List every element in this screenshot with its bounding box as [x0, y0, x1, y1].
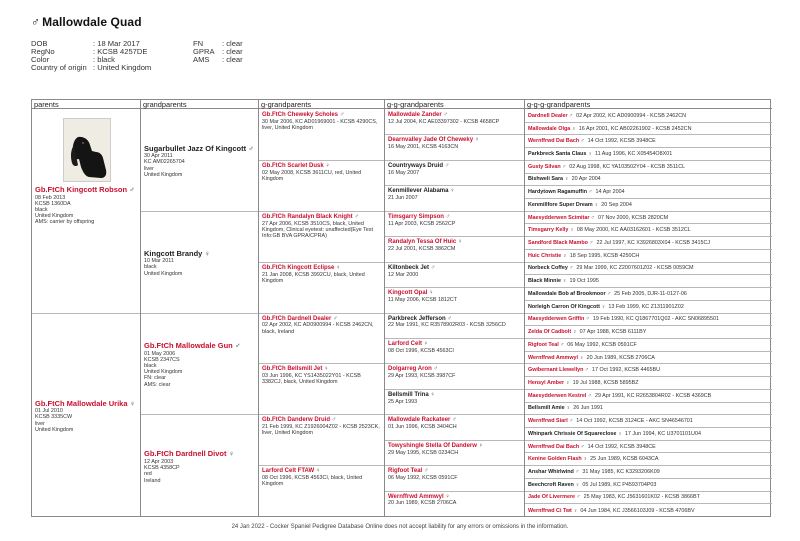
- male-symbol-icon: ♂: [576, 494, 581, 501]
- dog-detail-line: 25 Apr 1993: [388, 398, 418, 405]
- male-symbol-icon: ♂: [587, 392, 592, 399]
- g-grandparent-cell: [259, 110, 384, 161]
- dog-details: 14 Oct 1992, KCSB 3948CE: [587, 443, 656, 450]
- gg-grandparent-cell: [385, 161, 524, 186]
- ggg-grandparent-cell: [525, 441, 772, 454]
- dog-name-link[interactable]: Wernffrwd Dai Bach ♂: [528, 443, 585, 450]
- dog-details: 19 Feb 1990, KC Q1867701Q02 - AKC SN06895501: [592, 316, 720, 323]
- dog-details: 25 Jun 1989, KCSB 6043CA: [590, 456, 659, 463]
- ggg-grandparent-cell: [525, 263, 772, 276]
- dog-name-link[interactable]: Timsgarry Simpson ♂: [388, 213, 451, 220]
- dog-name-link[interactable]: Wernffrwd Siarl ♂: [528, 418, 574, 425]
- gg-grandparent-cell: [385, 364, 524, 389]
- dog-detail-line: 29 Apr 1993, KCSB 3987CF: [388, 373, 456, 380]
- ggg-grandparent-cell: [525, 479, 772, 492]
- grandparents-column: [141, 100, 259, 516]
- g-grandparent-cell: [259, 466, 384, 517]
- male-symbol-icon: ♂: [331, 417, 337, 424]
- dog-name-link[interactable]: Gb.FtCh Dardnell Dealer ♂: [262, 315, 338, 322]
- male-symbol-icon: ♂: [444, 162, 450, 169]
- dog-detail-line: 11 Apr 2003, KCSB 2562CP: [388, 220, 456, 227]
- dog-name-link[interactable]: Black Minnie ♀: [528, 278, 567, 285]
- dog-details: 20 Sep 2004: [601, 201, 632, 208]
- dog-detail-line: KC AM02265704: [144, 159, 185, 166]
- female-symbol-icon: ♀: [583, 456, 588, 463]
- dog-name-link[interactable]: Randalyn Tessa Of Huic ♀: [388, 239, 463, 246]
- dog-name-link[interactable]: Wernffrwd Dai Bach ♂: [528, 138, 585, 145]
- ggg-grandparent-cell: [525, 288, 772, 301]
- grandparent-cell: [141, 212, 258, 314]
- dog-detail-line: United Kingdom: [144, 270, 183, 277]
- dog-name-link[interactable]: Mallowdale Rackateer ♂: [388, 417, 457, 424]
- male-symbol-icon: ♂: [562, 163, 567, 170]
- dog-detail-line: 20 Jun 1989, KCSB 2706CA: [388, 500, 457, 507]
- dog-detail-line: black: [35, 207, 48, 214]
- dog-detail-line: 30 Mar 2006, KC AD01969001 - KCSB 4290CS, liver, United Kingdom: [262, 118, 378, 132]
- info-label: GPRA: [193, 47, 215, 56]
- female-symbol-icon: ♀: [579, 354, 584, 361]
- info-value: : United Kingdom: [93, 63, 152, 72]
- female-symbol-icon: ♀: [336, 264, 341, 271]
- dog-detail-line: 16 May 2007: [388, 169, 420, 176]
- dog-name-link[interactable]: Gb.FtCh Cheweky Scholes ♂: [262, 112, 345, 118]
- gg-grandparent-cell: [385, 466, 524, 491]
- dog-name-link[interactable]: Mallowdale Zander ♂: [388, 112, 448, 118]
- gg-grandparent-cell: [385, 110, 524, 135]
- disclaimer-footer: 24 Jan 2022 - Cocker Spaniel Pedigree Database Online does not accept liability for any errors or omissions in the information.: [231, 524, 569, 530]
- ggg-grandparent-cell: [525, 224, 772, 237]
- dog-name-link[interactable]: Countryways Druid ♂: [388, 162, 450, 169]
- dog-details: 16 Apr 2001, KC AB02261902 - KCSB 2452CN: [578, 125, 692, 132]
- male-symbol-icon: ♂: [589, 240, 594, 247]
- g-grandparent-cell: [259, 161, 384, 212]
- dog-name-link[interactable]: Rigfoot Teal ♂: [528, 341, 565, 348]
- dog-name-link[interactable]: Maesydderwen Kestrel ♂: [528, 392, 592, 399]
- dog-details: 02 Aug 1998, KC YA103502Y04 - KCSB 3511CL: [569, 163, 686, 170]
- g-grandparent-cell: [259, 415, 384, 466]
- dog-name-link[interactable]: Wernffrwd Ammwyl ♀: [388, 493, 450, 500]
- ggg-grandparent-cell: [525, 174, 772, 187]
- ggg-grandparent-cell: [525, 339, 772, 352]
- gg-grandparent-cell: [385, 212, 524, 237]
- female-symbol-icon: ♀: [204, 248, 211, 258]
- dog-detail-line: 11 May 2006, KCSB 1812CT: [388, 296, 458, 303]
- dog-name-link[interactable]: Wernffrwd Ammwyl ♀: [528, 354, 584, 361]
- dog-name: Mallowdale Quad: [42, 15, 142, 29]
- ggg-grandparent-cell: [525, 123, 772, 136]
- gg-grandparent-cell: [385, 288, 524, 313]
- ggg-grandparent-cell: [525, 314, 772, 327]
- dog-details: 02 Apr 2002, KC AD0900994 - KCSB 2462CN: [576, 112, 687, 119]
- ggg-grandparent-cell: [525, 352, 772, 365]
- dog-photo: [63, 118, 111, 182]
- ggg-grandparent-cell: [525, 504, 772, 517]
- dog-detail-line: Ireland: [144, 477, 161, 484]
- dog-details: 29 Apr 1991, KC R2653804R02 - KCSB 4369CB: [594, 392, 712, 399]
- dog-name-link[interactable]: Gb.FtCh Mallowdale Gun ♂: [144, 340, 241, 350]
- dog-name-link[interactable]: Beechcroft Raven ♀: [528, 481, 580, 488]
- dog-detail-line: liver: [144, 165, 154, 172]
- male-symbol-icon: ♂: [560, 341, 565, 348]
- female-symbol-icon: ♀: [228, 449, 235, 459]
- male-symbol-icon: ♂: [234, 340, 241, 350]
- dog-details: 08 May 2000, KC AA03162601 - KCSB 3512CL: [576, 227, 691, 234]
- dog-name-link[interactable]: Sugarbullet Jazz Of Kingcott ♂: [144, 143, 254, 153]
- male-symbol-icon: ♂: [423, 468, 429, 475]
- male-symbol-icon: ♂: [590, 214, 595, 221]
- male-symbol-icon: ♂: [585, 316, 590, 323]
- dog-name-link[interactable]: Kenine Golden Flash ♀: [528, 456, 588, 463]
- male-symbol-icon: ♂: [580, 443, 585, 450]
- male-symbol-icon: ♂: [339, 112, 345, 118]
- dog-name-link[interactable]: Jade Of Livermere ♂: [528, 494, 581, 501]
- dog-details: 19 Jul 1988, KCSB 5895BZ: [572, 379, 639, 386]
- dog-details: 25 Feb 2005, DJR-11-0127-06: [614, 290, 687, 297]
- dog-detail-line: 12 Jul 2004, KC AE03397302 - KCSB 4658CP: [388, 118, 500, 125]
- ggg-grandparent-cell: [525, 135, 772, 148]
- column-header: g-g-g-grandparents: [525, 100, 772, 109]
- ggg-grandparent-cell: [525, 161, 772, 174]
- dog-details: 07 Apr 1988, KCSB 6111BY: [579, 329, 647, 336]
- female-symbol-icon: ♀: [617, 430, 622, 437]
- gg-grandparent-cell: [385, 135, 524, 160]
- g-g-g-grandparents-column: [525, 100, 772, 516]
- dog-detail-line: KCSB 2347CS: [144, 356, 180, 363]
- dog-name-link[interactable]: Larford Celt FTAW ♀: [262, 468, 321, 475]
- ggg-grandparent-cell: [525, 428, 772, 441]
- ggg-grandparent-cell: [525, 199, 772, 212]
- parent-cell: [32, 314, 140, 518]
- ggg-grandparent-cell: [525, 301, 772, 314]
- dog-detail-line: 27 Apr 2006, KCSB 3510CS, black, United Kingdom, Clinical eyetest: unaffected(Eye Test Info:GB BVA GPRA/CPRA): [262, 220, 373, 240]
- dog-name-link[interactable]: Gb.FtCh Bellsmill Jet ♀: [262, 366, 329, 373]
- female-symbol-icon: ♀: [423, 340, 429, 347]
- g-grandparents-column: [259, 100, 385, 516]
- ggg-grandparent-cell: [525, 390, 772, 403]
- male-symbol-icon: ♂: [452, 417, 457, 424]
- male-symbol-icon: ♂: [580, 138, 585, 145]
- female-symbol-icon: ♀: [474, 137, 480, 144]
- dog-name-link[interactable]: Norbeck Coffey ♂: [528, 265, 574, 272]
- dog-details: 29 Mar 1999, KC Z2007601Z02 - KCSB 0059CM: [576, 265, 694, 272]
- dog-detail-line: 01 May 2006: [144, 350, 176, 357]
- female-symbol-icon: ♀: [325, 162, 330, 169]
- female-symbol-icon: ♀: [429, 290, 434, 297]
- dog-name-link[interactable]: Gb.FtCh Kingcott Eclipse ♀: [262, 264, 341, 271]
- g-g-grandparents-column: [385, 100, 525, 516]
- ggg-grandparent-cell: [525, 237, 772, 250]
- dog-name-link[interactable]: Parkbreck Jefferson ♂: [388, 315, 452, 322]
- parents-column: [32, 100, 141, 516]
- g-grandparent-cell: [259, 364, 384, 415]
- female-symbol-icon: ♀: [587, 151, 592, 158]
- g-grandparent-cell: [259, 263, 384, 314]
- female-symbol-icon: ♀: [564, 176, 569, 183]
- info-value: : black: [93, 55, 115, 64]
- dog-detail-line: 06 May 1992, KCSB 0591CF: [388, 475, 458, 482]
- ggg-grandparent-cell: [525, 212, 772, 225]
- dog-name-link[interactable]: Dardnell Dealer ♂: [528, 112, 574, 119]
- dog-detail-line: 02 May 2008, KCSB 3611CU, red, United Kingdom: [262, 169, 362, 182]
- dog-details: 20 Jun 1989, KCSB 2706CA: [586, 354, 655, 361]
- dog-detail-line: United Kingdom: [35, 426, 74, 433]
- dog-detail-line: 30 Apr 2011: [144, 153, 173, 160]
- info-label: DOB: [31, 39, 48, 48]
- dog-name-link[interactable]: Dearnvalley Jade Of Cheweky ♀: [388, 137, 480, 144]
- dog-details: 26 Jun 1991: [573, 405, 603, 412]
- female-symbol-icon: ♀: [450, 188, 455, 195]
- dog-details: 20 Apr 2004: [571, 176, 601, 183]
- dog-details: 18 Sep 1995, KCSB 4250CH: [569, 252, 640, 259]
- male-symbol-icon: ♂: [430, 264, 436, 271]
- g-grandparent-cell: [259, 314, 384, 365]
- info-value: : clear: [222, 55, 243, 64]
- column-header: grandparents: [141, 100, 258, 109]
- dog-details: 11 Aug 1996, KC X05454O8X01: [594, 151, 673, 158]
- dog-detail-line: 12 Apr 2003: [144, 459, 174, 466]
- female-symbol-icon: ♀: [324, 366, 329, 373]
- dog-detail-line: liver: [35, 420, 45, 427]
- dog-detail-line: 10 Mar 2011: [144, 258, 174, 265]
- male-symbol-icon: ♂: [129, 185, 135, 194]
- dog-name-link[interactable]: Mallowdale Bob af Brookmoor ♂: [528, 290, 612, 297]
- gg-grandparent-cell: [385, 441, 524, 466]
- dog-detail-line: 21 Feb 1999, KC Z1926004Z02 - KCSB 2523CK, liver, United Kingdom: [262, 424, 380, 437]
- dog-detail-line: KCSB 4358CP: [144, 465, 180, 472]
- dog-name-link[interactable]: Dolgarreg Aron ♂: [388, 366, 438, 373]
- ggg-grandparent-cell: [525, 110, 772, 123]
- ggg-grandparent-cell: [525, 453, 772, 466]
- dog-name-link[interactable]: Kiltonbeck Jet ♂: [388, 264, 436, 271]
- dog-detail-line: 01 Jun 1996, KCSB 3404CH: [388, 424, 457, 431]
- ggg-grandparent-cell: [525, 326, 772, 339]
- ggg-grandparent-cell: [525, 148, 772, 161]
- column-header: g-g-grandparents: [385, 100, 524, 109]
- ggg-grandparent-cell: [525, 403, 772, 416]
- dog-details: 05 Jul 1989, KC P4593704P03: [582, 481, 657, 488]
- info-value: : 18 Mar 2017: [93, 39, 140, 48]
- male-symbol-icon: ♂: [31, 15, 41, 29]
- g-grandparent-cell: [259, 212, 384, 263]
- female-symbol-icon: ♀: [562, 278, 567, 285]
- ggg-grandparent-cell: [525, 364, 772, 377]
- dog-detail-line: 22 Mar 1991, KC R3578902R03 - KCSB 3256CD: [388, 322, 506, 329]
- female-symbol-icon: ♀: [445, 493, 450, 500]
- dog-details: 22 Jul 1997, KC X3926803X04 - KCSB 3415CJ: [596, 240, 711, 247]
- dog-detail-line: FN: clear: [144, 375, 166, 382]
- dog-detail-line: 08 Oct 1996, KCSB 4563CI: [388, 347, 454, 354]
- female-symbol-icon: ♀: [129, 398, 136, 408]
- dog-detail-line: United Kingdom: [144, 369, 183, 376]
- dog-detail-line: AMS: clear: [144, 381, 171, 388]
- info-label: FN: [193, 39, 204, 48]
- male-symbol-icon: ♂: [584, 367, 589, 374]
- female-symbol-icon: ♀: [573, 507, 578, 514]
- dog-name-link[interactable]: Gb.FtCh Scarlet Dusk ♀: [262, 162, 330, 169]
- dog-name-link[interactable]: Towyshingle Stella Of Danderw ♀: [388, 442, 484, 449]
- dog-detail-line: United Kingdom: [144, 171, 183, 178]
- dog-name-link[interactable]: Anshar Whirlwind ♂: [528, 468, 580, 475]
- male-symbol-icon: ♂: [569, 112, 574, 119]
- ggg-grandparent-cell: [525, 377, 772, 390]
- dog-name-link[interactable]: Gwibernant Llewellyn ♂: [528, 367, 589, 374]
- dog-name-link[interactable]: Maesydderwen Griffin ♂: [528, 316, 590, 323]
- dog-details: 14 Oct 1992, KCSB 3124CE - AKC SN46546701: [576, 418, 693, 425]
- dog-name-link[interactable]: Bellsmill Amie ♀: [528, 405, 571, 412]
- female-symbol-icon: ♀: [430, 391, 435, 398]
- dog-detail-line: United Kingdom: [35, 213, 74, 220]
- gg-grandparent-cell: [385, 492, 524, 517]
- grandparent-cell: [141, 110, 258, 212]
- info-label: Color: [31, 55, 50, 64]
- male-symbol-icon: ♂: [333, 315, 338, 322]
- info-value: : clear: [222, 39, 243, 48]
- dog-detail-line: 21 Jun 2007: [388, 195, 418, 202]
- info-value: : KCSB 4257DE: [93, 47, 148, 56]
- male-symbol-icon: ♂: [443, 112, 448, 118]
- dog-details: 04 Jun 1984, KC J3566103J09 - KCSB 4706BV: [580, 507, 695, 514]
- gg-grandparent-cell: [385, 390, 524, 415]
- dog-detail-line: 12 Mar 2000: [388, 271, 419, 278]
- dog-name-link[interactable]: Hensyl Amber ♀: [528, 379, 570, 386]
- dog-detail-line: 03 Jun 1996, KC YS1435022Y01 - KCSB 3382CJ, black, United Kingdom: [262, 373, 361, 386]
- dog-name-link[interactable]: Bishweli Sara ♀: [528, 176, 569, 183]
- page-title: [31, 16, 142, 30]
- male-symbol-icon: ♂: [433, 366, 438, 373]
- ggg-grandparent-cell: [525, 275, 772, 288]
- dog-name-link[interactable]: Whinpark Chrissie Of Squareclose ♀: [528, 430, 622, 437]
- dog-detail-line: 22 Jul 2001, KCSB 3862CM: [388, 246, 456, 253]
- dog-name-link[interactable]: Gb.FtCh Dardnell Divot ♀: [144, 449, 235, 459]
- female-symbol-icon: ♀: [565, 379, 570, 386]
- info-label: AMS: [193, 55, 210, 64]
- grandparent-cell: [141, 415, 258, 517]
- male-symbol-icon: ♂: [588, 189, 593, 196]
- male-symbol-icon: ♂: [354, 213, 359, 220]
- dog-name-link[interactable]: Gb.FtCh Randalyn Black Knight ♂: [262, 213, 359, 220]
- dog-name-link[interactable]: Larford Celt ♀: [388, 340, 429, 347]
- dog-name-link[interactable]: Norleigh Carron Of Kingcott ♀: [528, 303, 606, 310]
- dog-detail-line: 16 May 2001, KCSB 4163CN: [388, 144, 459, 151]
- dog-details: 06 May 1992, KCSB 0591CF: [567, 341, 637, 348]
- dog-name-link[interactable]: Zelda Of Cadbolt ♀: [528, 329, 577, 336]
- male-symbol-icon: ♂: [447, 315, 452, 322]
- male-symbol-icon: ♂: [248, 143, 254, 153]
- gg-grandparent-cell: [385, 339, 524, 364]
- gg-grandparent-cell: [385, 186, 524, 211]
- gg-grandparent-cell: [385, 263, 524, 288]
- dog-name-link[interactable]: Parkbreck Santa Claus ♀: [528, 151, 592, 158]
- info-label: RegNo: [31, 47, 55, 56]
- female-symbol-icon: ♀: [572, 329, 577, 336]
- dog-name-link[interactable]: Mallowdale Olga ♀: [528, 125, 576, 132]
- dog-detail-line: red: [144, 471, 152, 478]
- female-symbol-icon: ♀: [575, 481, 580, 488]
- dog-name-link[interactable]: Kenmillfore Super Dream ♀: [528, 201, 599, 208]
- gg-grandparent-cell: [385, 237, 524, 262]
- dog-details: 31 May 1985, KC K3293206K09: [582, 468, 660, 475]
- dog-details: 17 Oct 1992, KCSB 4465BU: [591, 367, 660, 374]
- dog-name-link[interactable]: Kingcott Opal ♀: [388, 290, 434, 297]
- dog-detail-line: 02 Apr 2002, KC AD0900994 - KCSB 2462CN, black, Ireland: [262, 322, 374, 335]
- male-symbol-icon: ♂: [569, 418, 574, 425]
- dog-name-link[interactable]: Huic Christie ♀: [528, 252, 567, 259]
- male-symbol-icon: ♂: [607, 290, 612, 297]
- female-symbol-icon: ♀: [566, 405, 571, 412]
- dog-details: 07 Nov 2000, KCSB 2820CM: [597, 214, 669, 221]
- male-symbol-icon: ♂: [445, 213, 451, 220]
- female-symbol-icon: ♀: [569, 227, 574, 234]
- female-symbol-icon: ♀: [562, 252, 567, 259]
- ggg-grandparent-cell: [525, 466, 772, 479]
- grandparent-cell: [141, 314, 258, 416]
- ggg-grandparent-cell: [525, 415, 772, 428]
- female-symbol-icon: ♀: [478, 442, 484, 449]
- dog-detail-line: 08 Feb 2013: [35, 194, 66, 201]
- female-symbol-icon: ♀: [315, 468, 321, 475]
- female-symbol-icon: ♀: [601, 303, 606, 310]
- column-header: g-grandparents: [259, 100, 384, 109]
- male-symbol-icon: ♂: [569, 265, 574, 272]
- dog-name-link[interactable]: Gusty Silvan ♂: [528, 163, 567, 170]
- dog-name-link[interactable]: Hardytown Ragamuffin ♂: [528, 189, 593, 196]
- dog-name-link[interactable]: Timsgarry Kelly ♀: [528, 227, 574, 234]
- dog-name-link[interactable]: Bellsmill Trina ♀: [388, 391, 435, 398]
- dog-detail-line: KCSB 1360DA: [35, 200, 71, 207]
- dog-name-link[interactable]: Kingcott Brandy ♀: [144, 248, 211, 258]
- dog-details: 19 Oct 1995: [569, 278, 599, 285]
- dog-name-link[interactable]: Gb.FtCh Danderw Druid ♂: [262, 417, 337, 424]
- ggg-grandparent-cell: [525, 492, 772, 505]
- female-symbol-icon: ♀: [571, 125, 576, 132]
- dog-detail-line: black: [144, 264, 157, 271]
- dog-name-link[interactable]: Wernffrwd Ci Twt ♀: [528, 507, 578, 514]
- dog-name-link[interactable]: Kenmillever Alabama ♀: [388, 188, 455, 195]
- dog-name-link[interactable]: Rigfoot Teal ♂: [388, 468, 429, 475]
- dog-details: 25 May 1983, KC J5631601K02 - KCSB 3866BT: [583, 494, 700, 501]
- dog-detail-line: AMS: carrier by offspring: [35, 219, 95, 226]
- gg-grandparent-cell: [385, 314, 524, 339]
- female-symbol-icon: ♀: [594, 201, 599, 208]
- male-symbol-icon: ♂: [575, 468, 580, 475]
- parent-cell: [32, 110, 140, 314]
- dog-name-link[interactable]: Sandford Black Mambo ♂: [528, 240, 594, 247]
- dog-details: 13 Feb 1999, KC Z1311901Z02: [608, 303, 684, 310]
- dog-name-link[interactable]: Gb.FtCh Kingcott Robson ♂: [35, 185, 135, 194]
- dog-details: 14 Oct 1992, KCSB 3948CE: [587, 138, 656, 145]
- dog-detail-line: 08 Oct 1996, KCSB 4563CI, black, United Kingdom: [262, 475, 363, 488]
- dog-name-link[interactable]: Maesydderwen Scimitar ♂: [528, 214, 595, 221]
- dog-detail-line: 29 May 1995, KCSB 0234CH: [388, 449, 459, 456]
- female-symbol-icon: ♀: [457, 239, 463, 246]
- dog-name-link[interactable]: Gb.FtCh Mallowdale Urika ♀: [35, 398, 136, 408]
- gg-grandparent-cell: [385, 415, 524, 440]
- info-label: Country of origin: [31, 63, 87, 72]
- info-value: : clear: [222, 47, 243, 56]
- dog-detail-line: KCSB 3335CW: [35, 414, 73, 421]
- ggg-grandparent-cell: [525, 250, 772, 263]
- pedigree-table: [31, 99, 771, 517]
- dog-detail-line: 01 Jul 2010: [35, 408, 63, 415]
- ggg-grandparent-cell: [525, 186, 772, 199]
- column-header: parents: [32, 100, 140, 109]
- dog-details: 17 Jun 1994, KC U3701101U04: [624, 430, 701, 437]
- dog-details: 14 Apr 2004: [595, 189, 625, 196]
- dog-detail-line: 21 Jan 2008, KCSB 3992CU, black, United Kingdom: [262, 271, 365, 284]
- dog-detail-line: black: [144, 362, 157, 369]
